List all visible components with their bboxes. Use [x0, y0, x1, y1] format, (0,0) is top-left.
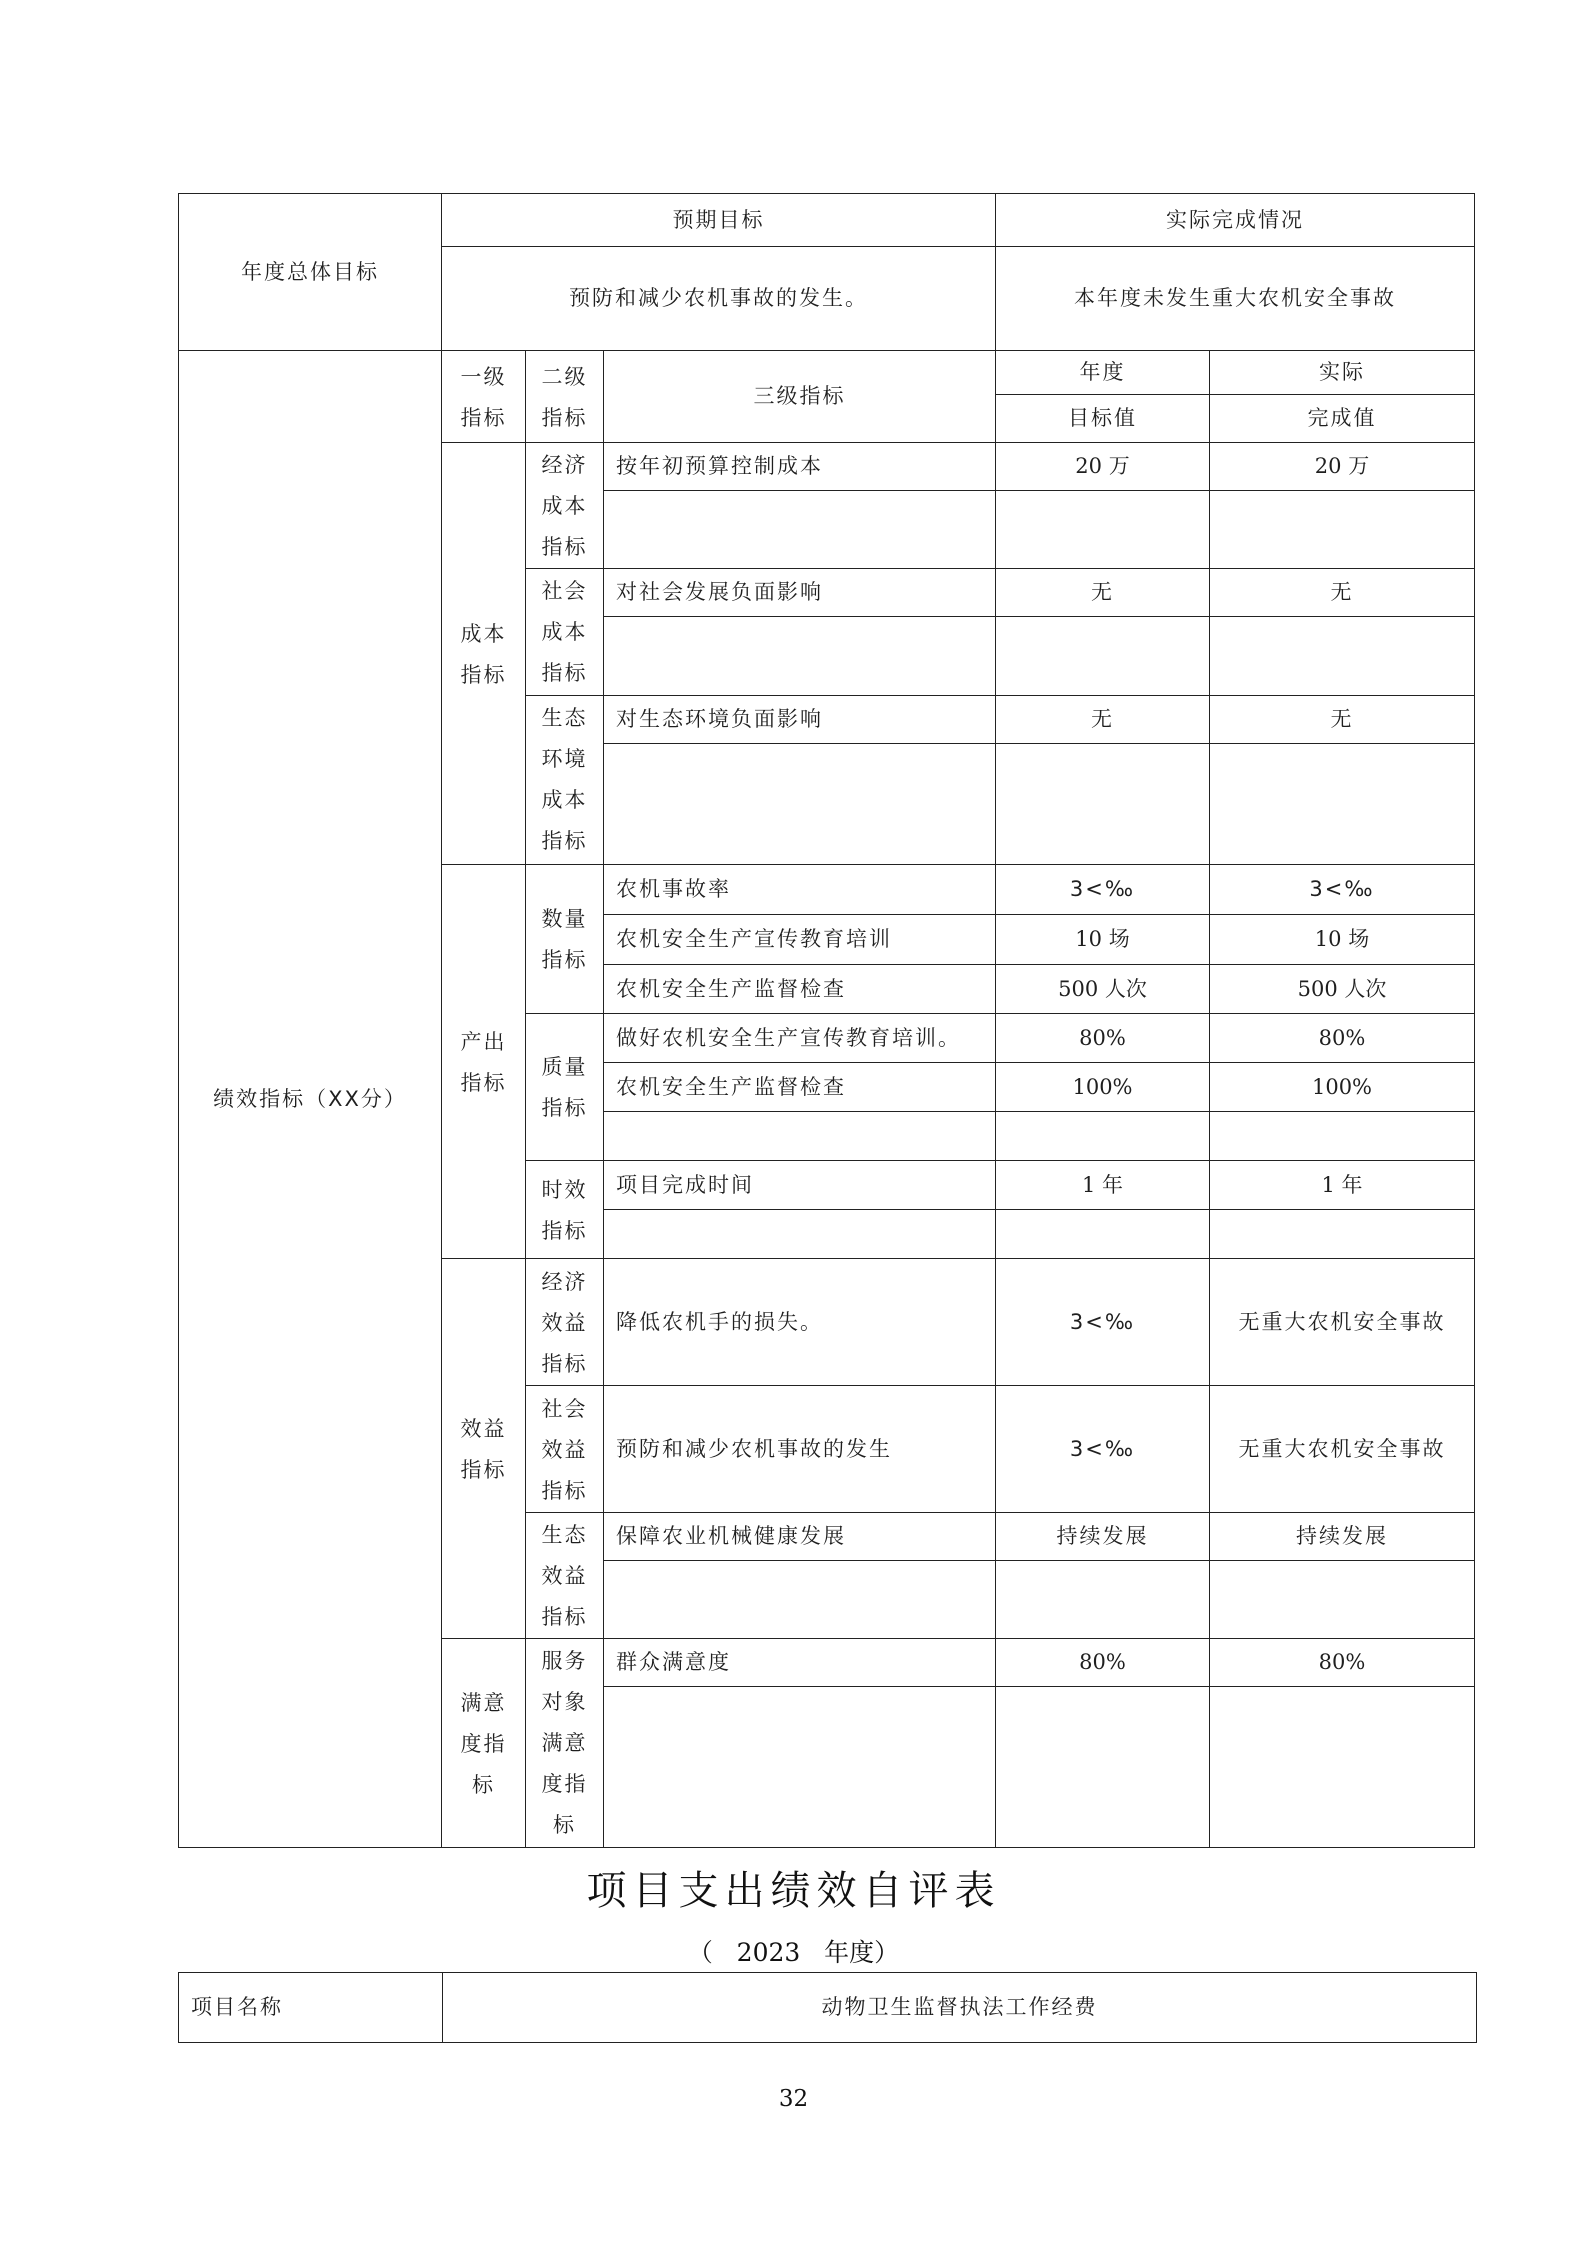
indicator-name: 农机事故率 — [604, 865, 996, 915]
empty-cell — [1210, 1210, 1475, 1259]
indicator-actual: 80% — [1210, 1639, 1475, 1687]
empty-cell — [996, 491, 1210, 569]
social-benefit-label-line: 指标 — [541, 1478, 588, 1503]
empty-cell — [1210, 491, 1475, 569]
empty-cell — [604, 617, 996, 696]
timeliness-indicator-label-line: 时效 — [541, 1177, 588, 1202]
indicator-actual: 持续发展 — [1210, 1513, 1475, 1561]
service-satisfaction-label-line: 度指 — [541, 1772, 588, 1796]
indicator-target: 10 场 — [996, 915, 1210, 965]
annual-goal-label: 年度总体目标 — [179, 194, 442, 351]
annual-target-header: 目标值 — [996, 395, 1210, 443]
social-cost-label-line: 社会 — [541, 579, 588, 603]
indicator-actual: 1 年 — [1210, 1161, 1475, 1210]
expected-goal-header: 预期目标 — [442, 194, 996, 247]
empty-cell — [604, 1112, 996, 1161]
timeliness-indicator-label-line: 指标 — [541, 1218, 588, 1243]
empty-cell — [996, 1210, 1210, 1259]
cost-indicator-label-line: 成本 — [460, 621, 507, 646]
indicator-name: 做好农机安全生产宣传教育培训。 — [604, 1014, 996, 1063]
indicator-actual: 100% — [1210, 1063, 1475, 1112]
indicator-target: 无 — [996, 696, 1210, 744]
benefit-indicator-label-line: 效益 — [460, 1416, 507, 1441]
indicator-actual: 10 场 — [1210, 915, 1475, 965]
page-number: 32 — [778, 2086, 809, 2112]
social-benefit-label-line: 社会 — [541, 1396, 588, 1421]
indicator-name: 预防和减少农机事故的发生 — [604, 1386, 996, 1513]
indicator-name: 保障农业机械健康发展 — [604, 1513, 996, 1561]
indicator-actual: 无重大农机安全事故 — [1210, 1259, 1475, 1386]
indicator-name: 农机安全生产监督检查 — [604, 1063, 996, 1112]
indicator-actual: 80% — [1210, 1014, 1475, 1063]
actual-header: 实际 — [1210, 351, 1475, 395]
social-benefit-label-line: 效益 — [541, 1437, 588, 1462]
level2-header-line: 二级 — [541, 364, 588, 389]
performance-table — [178, 193, 1475, 1848]
output-indicator-label-line: 产出 — [460, 1029, 507, 1054]
timeliness-indicator-label — [526, 1161, 604, 1259]
indicator-target: 20 万 — [996, 443, 1210, 491]
indicator-target: 80% — [996, 1639, 1210, 1687]
eco-cost-label-line: 指标 — [541, 829, 588, 853]
satisfaction-indicator-label-line: 满意 — [460, 1690, 507, 1715]
level1-header-line: 指标 — [460, 405, 507, 430]
empty-cell — [1210, 1112, 1475, 1161]
quantity-indicator-label-line: 数量 — [541, 907, 588, 931]
indicator-name: 对社会发展负面影响 — [604, 569, 996, 617]
eco-cost-label-line: 环境 — [541, 747, 588, 771]
empty-cell — [996, 617, 1210, 696]
empty-cell — [604, 1561, 996, 1639]
quality-indicator-label-line: 指标 — [541, 1096, 588, 1120]
indicator-name: 群众满意度 — [604, 1639, 996, 1687]
service-satisfaction-label-line: 标 — [553, 1813, 576, 1837]
empty-cell — [1210, 1687, 1475, 1848]
indicator-name: 农机安全生产监督检查 — [604, 965, 996, 1014]
output-indicator-label — [442, 865, 526, 1259]
level2-header — [526, 351, 604, 443]
economic-benefit-label — [526, 1259, 604, 1386]
eco-benefit-label-line: 效益 — [541, 1564, 588, 1588]
indicator-name: 项目完成时间 — [604, 1161, 996, 1210]
indicator-target: 3<‰ — [996, 865, 1210, 915]
empty-cell — [1210, 744, 1475, 865]
satisfaction-indicator-label — [442, 1639, 526, 1848]
indicator-name: 按年初预算控制成本 — [604, 443, 996, 491]
empty-cell — [1210, 1561, 1475, 1639]
eco-cost-label — [526, 696, 604, 865]
indicator-name: 农机安全生产宣传教育培训 — [604, 915, 996, 965]
indicator-target: 无 — [996, 569, 1210, 617]
project-name-value: 动物卫生监督执法工作经费 — [443, 1973, 1477, 2043]
economic-benefit-label-line: 指标 — [541, 1351, 588, 1376]
social-cost-label-line: 指标 — [541, 661, 588, 685]
empty-cell — [996, 1561, 1210, 1639]
satisfaction-indicator-label-line: 标 — [472, 1772, 495, 1797]
social-cost-label — [526, 569, 604, 696]
performance-indicators-label: 绩效指标（XX分） — [179, 351, 442, 1848]
economic-cost-label-line: 成本 — [541, 494, 588, 518]
indicator-target: 500 人次 — [996, 965, 1210, 1014]
eco-benefit-label-line: 生态 — [541, 1523, 588, 1547]
empty-cell — [604, 491, 996, 569]
project-name-label: 项目名称 — [179, 1973, 443, 2043]
economic-cost-label-line: 指标 — [541, 535, 588, 559]
output-indicator-label-line: 指标 — [460, 1070, 507, 1095]
social-benefit-label — [526, 1386, 604, 1513]
level2-header-line: 指标 — [541, 405, 588, 430]
satisfaction-indicator-label-line: 度指 — [460, 1731, 507, 1756]
quantity-indicator-label-line: 指标 — [541, 948, 588, 972]
indicator-actual: 无重大农机安全事故 — [1210, 1386, 1475, 1513]
indicator-actual: 3<‰ — [1210, 865, 1475, 915]
eco-benefit-label-line: 指标 — [541, 1605, 588, 1629]
service-satisfaction-label — [526, 1639, 604, 1848]
empty-cell — [996, 1687, 1210, 1848]
expected-goal-text: 预防和减少农机事故的发生。 — [442, 247, 996, 351]
level3-header: 三级指标 — [604, 351, 996, 443]
indicator-target: 3<‰ — [996, 1386, 1210, 1513]
quality-indicator-label — [526, 1014, 604, 1161]
year-line: （ 2023 年度） — [687, 1938, 900, 1967]
service-satisfaction-label-line: 服务 — [541, 1649, 588, 1673]
level1-header-line: 一级 — [460, 364, 507, 389]
economic-benefit-label-line: 经济 — [541, 1269, 588, 1294]
empty-cell — [996, 744, 1210, 865]
indicator-actual: 无 — [1210, 569, 1475, 617]
service-satisfaction-label-line: 对象 — [541, 1690, 588, 1714]
project-table — [178, 1972, 1477, 2043]
economic-cost-label — [526, 443, 604, 569]
cost-indicator-label — [442, 443, 526, 865]
economic-benefit-label-line: 效益 — [541, 1310, 588, 1335]
service-satisfaction-label-line: 满意 — [541, 1731, 588, 1755]
indicator-actual: 500 人次 — [1210, 965, 1475, 1014]
quantity-indicator-label — [526, 865, 604, 1014]
economic-cost-label-line: 经济 — [541, 453, 588, 477]
empty-cell — [1210, 617, 1475, 696]
eco-cost-label-line: 生态 — [541, 706, 588, 730]
cost-indicator-label-line: 指标 — [460, 662, 507, 687]
indicator-name: 降低农机手的损失。 — [604, 1259, 996, 1386]
benefit-indicator-label-line: 指标 — [460, 1457, 507, 1482]
eco-benefit-label — [526, 1513, 604, 1639]
empty-cell — [604, 744, 996, 865]
empty-cell — [604, 1210, 996, 1259]
quality-indicator-label-line: 质量 — [541, 1055, 588, 1079]
annual-header: 年度 — [996, 351, 1210, 395]
indicator-target: 3<‰ — [996, 1259, 1210, 1386]
social-cost-label-line: 成本 — [541, 620, 588, 644]
level1-header — [442, 351, 526, 443]
indicator-target: 持续发展 — [996, 1513, 1210, 1561]
indicator-actual: 无 — [1210, 696, 1475, 744]
eco-cost-label-line: 成本 — [541, 788, 588, 812]
actual-completion-text: 本年度未发生重大农机安全事故 — [996, 247, 1475, 351]
indicator-name: 对生态环境负面影响 — [604, 696, 996, 744]
actual-completion-header: 实际完成情况 — [996, 194, 1475, 247]
indicator-target: 1 年 — [996, 1161, 1210, 1210]
empty-cell — [996, 1112, 1210, 1161]
benefit-indicator-label — [442, 1259, 526, 1639]
form-title: 项目支出绩效自评表 — [586, 1868, 1001, 1914]
indicator-target: 100% — [996, 1063, 1210, 1112]
empty-cell — [604, 1687, 996, 1848]
actual-value-header: 完成值 — [1210, 395, 1475, 443]
indicator-actual: 20 万 — [1210, 443, 1475, 491]
indicator-target: 80% — [996, 1014, 1210, 1063]
